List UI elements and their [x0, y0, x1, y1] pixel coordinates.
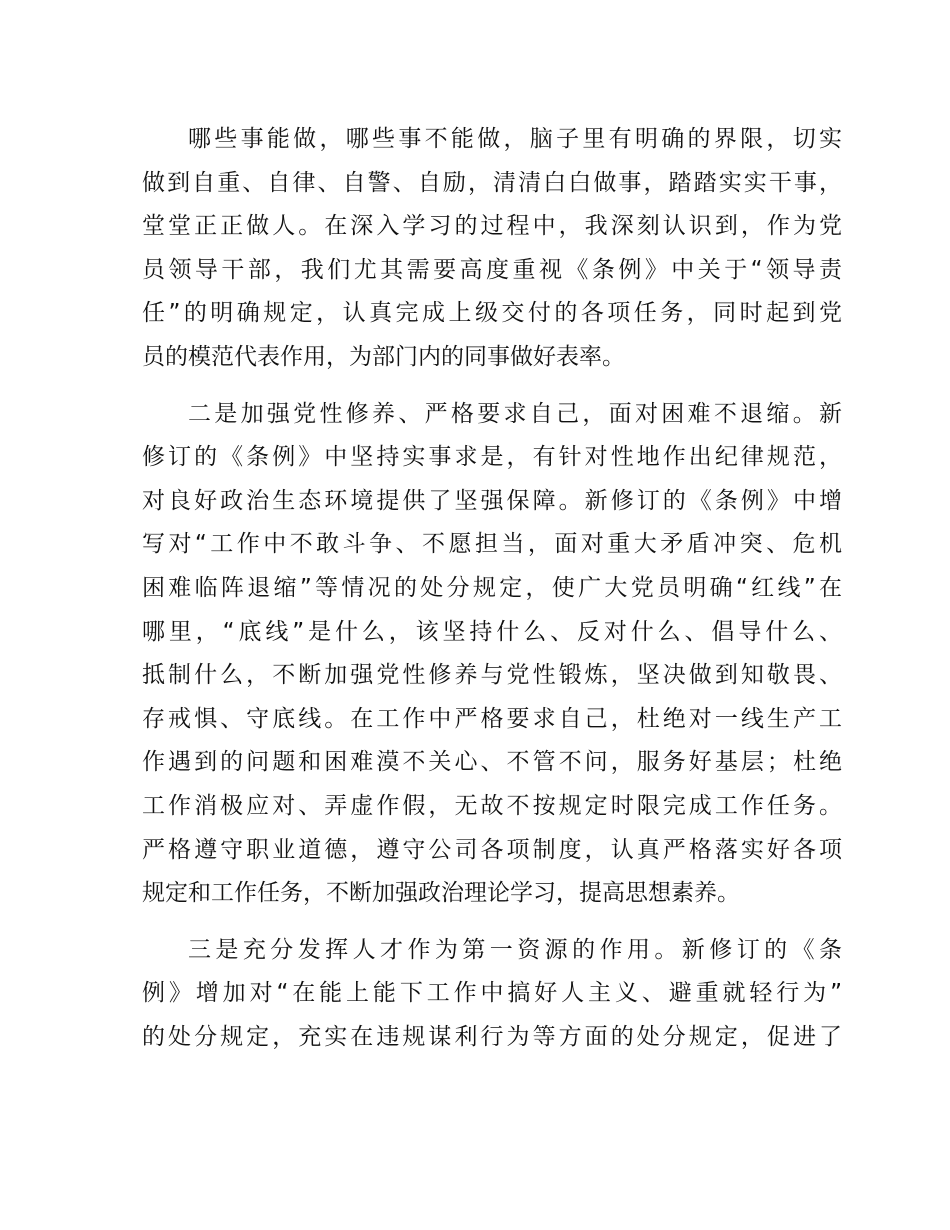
text-line: 员领导干部，我们尤其需要高度重视《条例》中关于“领导责: [142, 256, 842, 283]
text-line: 写对“工作中不敢斗争、不愿担当，面对重大矛盾冲突、危机: [142, 531, 842, 558]
paragraph-spacer: [142, 380, 842, 393]
text-line: 抵制什么，不断加强党性修养与党性锻炼，坚决做到知敬畏、: [142, 662, 842, 689]
text-line: 任”的明确规定，认真完成上级交付的各项任务，同时起到党: [142, 300, 842, 327]
text-line: 二是加强党性修养、严格要求自己，面对困难不退缩。新: [188, 400, 842, 427]
text-line: 困难临阵退缩”等情况的处分规定，使广大党员明确“红线”在: [142, 574, 842, 601]
text-line: 做到自重、自律、自警、自励，清清白白做事，踏踏实实干事，: [142, 169, 842, 196]
text-line: 严格遵守职业道德，遵守公司各项制度，认真严格落实好各项: [142, 836, 842, 863]
text-line: 修订的《条例》中坚持实事求是，有针对性地作出纪律规范，: [142, 444, 842, 471]
text-line: 工作消极应对、弄虚作假，无故不按规定时限完成工作任务。: [142, 792, 842, 819]
text-line: 存戒惧、守底线。在工作中严格要求自己，杜绝对一线生产工: [142, 705, 842, 732]
paragraph-1: [142, 118, 842, 380]
text-line: 堂堂正正做人。在深入学习的过程中，我深刻认识到，作为党: [142, 213, 842, 240]
text-line: 员的模范代表作用，为部门内的同事做好表率。: [142, 343, 625, 370]
text-line: 例》增加对“在能上能下工作中搞好人主义、避重就轻行为”: [142, 980, 842, 1007]
text-line: 的处分规定，充实在违规谋利行为等方面的处分规定，促进了: [142, 1023, 842, 1050]
paragraph-3: [142, 929, 842, 1060]
text-line: 规定和工作任务，不断加强政治理论学习，提高思想素养。: [142, 880, 740, 907]
paragraph-2: [142, 393, 842, 916]
text-line: 哪里，“底线”是什么，该坚持什么、反对什么、倡导什么、: [142, 618, 842, 645]
text-line: 三是充分发挥人才作为第一资源的作用。新修订的《条: [188, 936, 842, 963]
text-line: 作遇到的问题和困难漠不关心、不管不问，服务好基层；杜绝: [142, 749, 842, 776]
document-body: [142, 118, 842, 1059]
paragraph-spacer: [142, 916, 842, 929]
text-line: 哪些事能做，哪些事不能做，脑子里有明确的界限，切实: [188, 126, 842, 152]
text-line: 对良好政治生态环境提供了坚强保障。新修订的《条例》中增: [142, 487, 842, 514]
